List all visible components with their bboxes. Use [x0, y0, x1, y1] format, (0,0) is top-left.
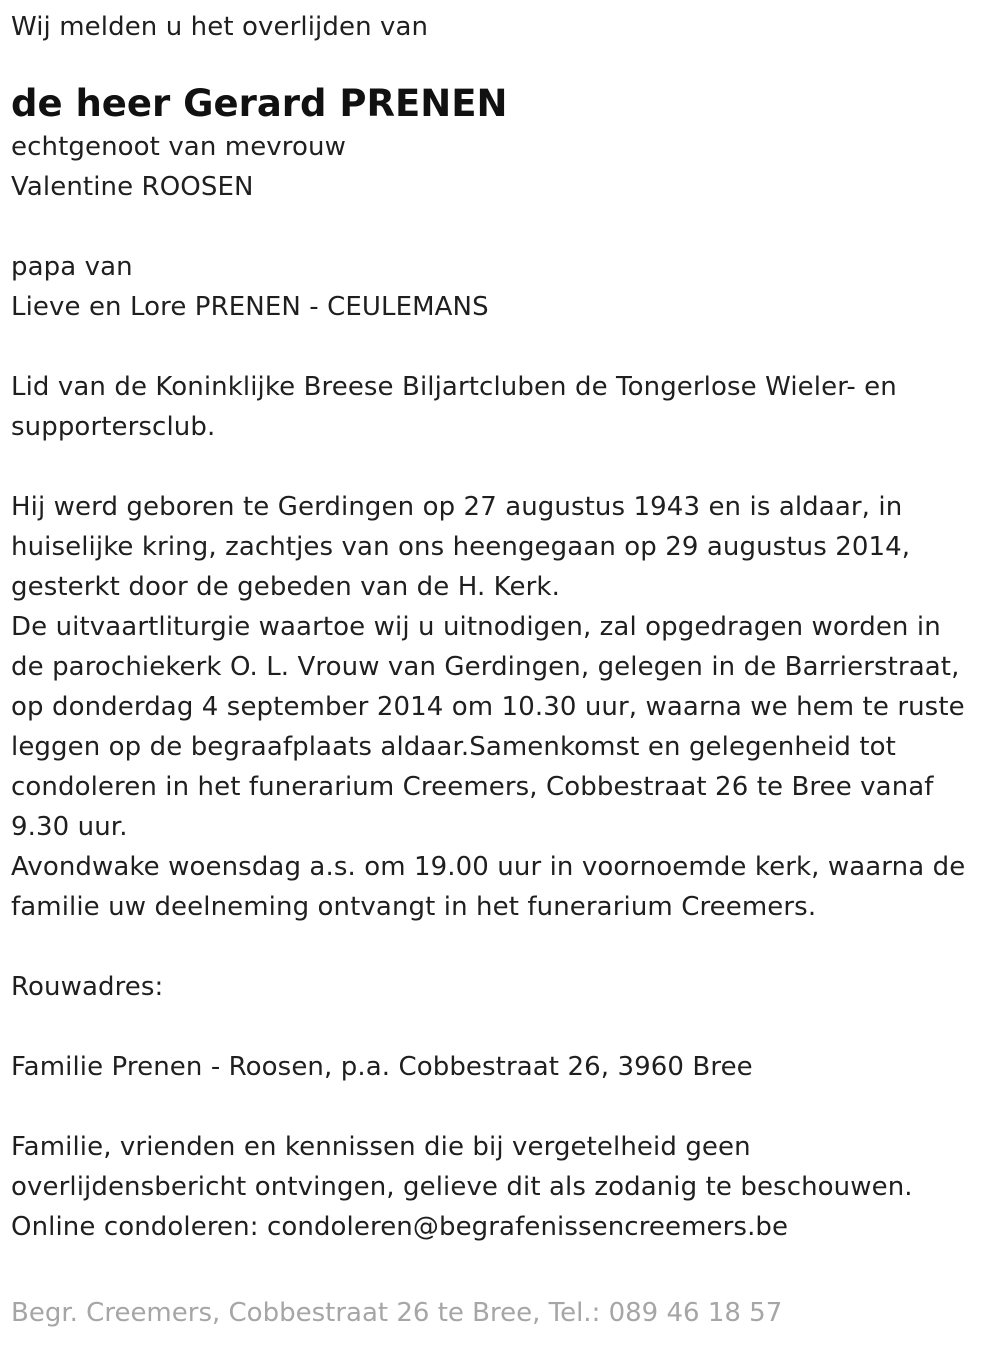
membership-line: Lid van de Koninklijke Breese Biljartcluben de Tongerlose Wieler- en [11, 372, 897, 402]
details-line: Hij werd geboren te Gerdingen op 27 augustus 1943 en is aldaar, in [11, 492, 903, 522]
spacer [11, 1087, 991, 1127]
children-names: Lieve en Lore PRENEN - CEULEMANS [11, 292, 489, 322]
spacer [11, 927, 991, 967]
spacer [11, 327, 991, 367]
online-condolence-line: Online condoleren: condoleren@begrafenissencreemers.be [11, 1212, 789, 1242]
spacer [11, 447, 991, 487]
details-line: op donderdag 4 september 2014 om 10.30 uur, waarna we hem te ruste [11, 692, 965, 722]
closing-line: overlijdensbericht ontvingen, gelieve dit als zodanig te beschouwen. [11, 1172, 913, 1202]
death-notice [11, 7, 991, 1247]
details-line: leggen op de begraafplaats aldaar.Samenkomst en gelegenheid tot [11, 732, 896, 762]
details-line: huiselijke kring, zachtjes van ons heengegaan op 29 augustus 2014, [11, 532, 911, 562]
details-line: gesterkt door de gebeden van de H. Kerk. [11, 572, 560, 602]
membership-line: supportersclub. [11, 412, 216, 442]
mourning-address-label: Rouwadres: [11, 972, 164, 1002]
details-line: Avondwake woensdag a.s. om 19.00 uur in voornoemde kerk, waarna de [11, 852, 966, 882]
details-line: condoleren in het funerarium Creemers, Cobbestraat 26 te Bree vanaf [11, 772, 934, 802]
details-line: De uitvaartliturgie waartoe wij u uitnodigen, zal opgedragen worden in [11, 612, 941, 642]
mourning-address: Familie Prenen - Roosen, p.a. Cobbestraat 26, 3960 Bree [11, 1052, 753, 1082]
spouse-name: Valentine ROOSEN [11, 172, 254, 202]
spacer [11, 207, 991, 247]
deceased-name: de heer Gerard PRENEN [11, 82, 508, 125]
intro-text: Wij melden u het overlijden van [11, 12, 429, 42]
funeral-home-footer: Begr. Creemers, Cobbestraat 26 te Bree, Tel.: 089 46 18 57 [11, 1298, 783, 1328]
closing-line: Familie, vrienden en kennissen die bij vergetelheid geen [11, 1132, 751, 1162]
details-line: de parochiekerk O. L. Vrouw van Gerdingen, gelegen in de Barrierstraat, [11, 652, 960, 682]
details-line: 9.30 uur. [11, 812, 128, 842]
spouse-line: echtgenoot van mevrouw [11, 132, 346, 162]
details-line: familie uw deelneming ontvangt in het funerarium Creemers. [11, 892, 817, 922]
children-line: papa van [11, 252, 133, 282]
spacer [11, 1007, 991, 1047]
